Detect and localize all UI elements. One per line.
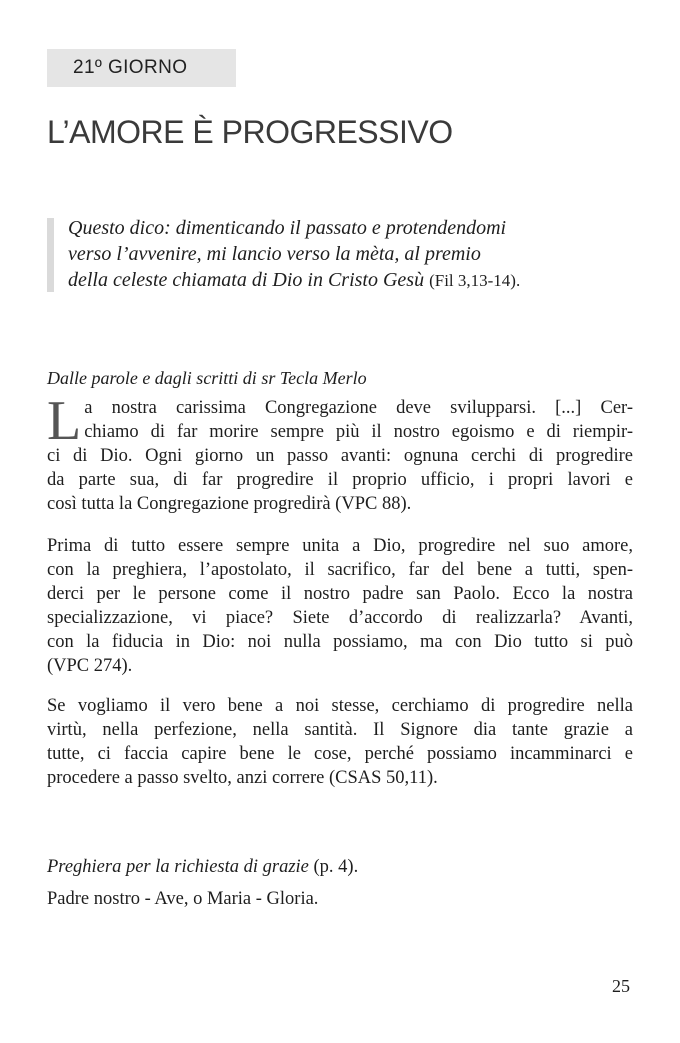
page-title: L’AMORE È PROGRESSIVO [47,114,453,150]
page-number: 25 [612,976,630,996]
paragraph-line: così tutta la Congregazione progredirà (VPC 88). [47,494,412,514]
paragraph-line: derci per le persone come il nostro padre san Paolo. Ecco la nostra [47,584,633,604]
paragraph-line: da parte sua, di far progredire il proprio ufficio, i propri lavori e [47,470,633,490]
drop-cap: L [47,390,82,452]
prayer-page-ref: (p. 4). [308,857,359,877]
paragraph-line: procedere a passo svelto, anzi correre (CSAS 50,11). [47,768,438,788]
quote-bar [47,218,54,292]
paragraph-line: con la preghiera, l’apostolato, il sacrifico, far del bene a tutti, spen- [47,560,633,580]
paragraph-1 [47,390,633,516]
paragraph-line: (VPC 274). [47,656,133,676]
paragraph-line: tutte, ci faccia capire bene le cose, perché possiamo incamminarci e [47,744,633,764]
paragraph-line: a nostra carissima Congregazione deve svilupparsi. [...] Cer- [84,398,633,418]
scripture-quote [68,215,628,294]
day-label: 21º GIORNO [47,49,236,87]
paragraph-line: ci di Dio. Ogni giorno un passo avanti: ognuna cerchi di progredire [47,446,633,466]
paragraph-line: specializzazione, vi piace? Siete d’accordo di realizzarla? Avanti, [47,608,633,628]
prayer-instruction [47,857,358,878]
quote-reference: (Fil 3,13-14). [429,271,521,290]
quote-line [68,267,628,294]
quote-line: Questo dico: dimenticando il passato e protendendomi [68,217,507,239]
quote-line: verso l’avvenire, mi lancio verso la mèta, al premio [68,243,481,265]
source-heading: Dalle parole e dagli scritti di sr Tecla Merlo [47,368,367,388]
paragraph-line: Se vogliamo il vero bene a noi stesse, cerchiamo di progredire nella [47,696,633,716]
paragraph-3 [47,694,633,790]
paragraph-line: virtù, nella perfezione, nella santità. Il Signore dia tante grazie a [47,720,633,740]
prayer-label: Preghiera per la richiesta di grazie [47,857,309,877]
paragraph-2 [47,534,633,678]
paragraph-line: con la fiducia in Dio: noi nulla possiamo, ma con Dio tutto si può [47,632,633,652]
prayer-closing: Padre nostro - Ave, o Maria - Gloria. [47,889,319,909]
paragraph-line: chiamo di far morire sempre più il nostro egoismo e di riempir- [84,422,633,442]
quote-line-text: della celeste chiamata di Dio in Cristo Gesù [68,269,425,291]
paragraph-line: Prima di tutto essere sempre unita a Dio, progredire nel suo amore, [47,536,633,556]
